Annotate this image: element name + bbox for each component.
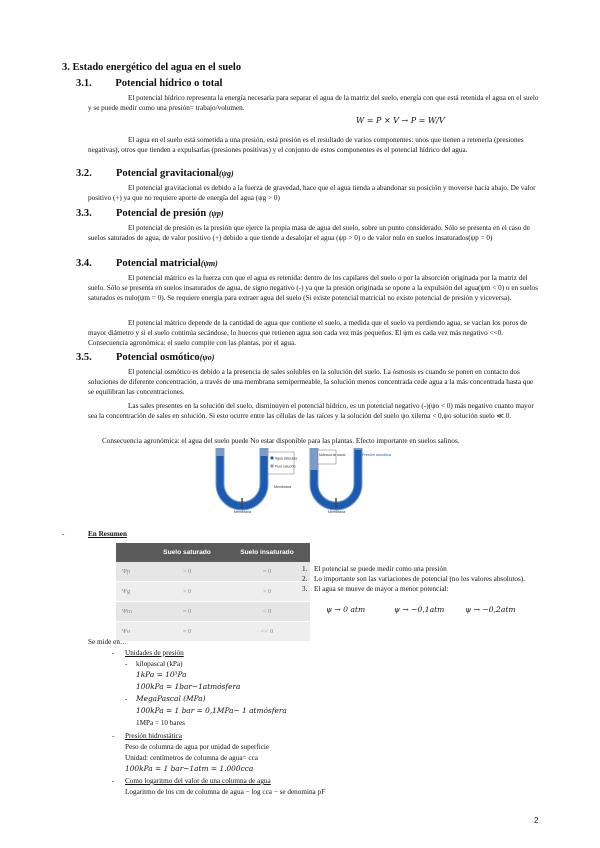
flow-step: ψ → −0,1atm <box>394 605 445 614</box>
hydrostatic-line-2: Unidad: centímetros de columna de agua= cca <box>125 754 258 762</box>
legend-dot-icon <box>270 464 273 467</box>
table-header-cell: Suelo insaturado <box>224 543 310 562</box>
s34-paragraph-1: El potencial mátrico es la fuerza con que el agua es retenida: dentro de los capilares del suelo o por la absorción originada por la matriz del suelo. Sólo se presenta en suelos insaturados de agua, de signo negativo (-) ya que la presión originada se opone a la expulsión del agua(ψm < 0) o en suelos saturados es nulo(ψm = 0). Se requiere energía para extraer agua del suelo (Si existe potencial matricial no existe potencial de presión y viceversa). <box>88 274 538 303</box>
kpa-bullet: - <box>125 660 128 668</box>
list-item <box>302 574 542 584</box>
list-item-text: El agua se mueve de mayor a menor potencial: <box>314 585 449 593</box>
kpa-formula-1: 1kPa = 10³Pa <box>136 670 187 679</box>
units-heading: Unidades de presión <box>125 649 184 657</box>
summary-list <box>302 564 542 594</box>
units-bullet: - <box>112 649 115 657</box>
list-number: 1. <box>302 565 308 573</box>
hydrostatic-line-1: Peso de columna de agua por unidad de superficie <box>125 743 270 751</box>
caption-right: Membrana <box>328 510 346 514</box>
kpa-formula-2: 100kPa = 1bar~1atmósfera <box>136 682 241 691</box>
table-cell: > 0 <box>150 582 224 602</box>
mpa-formula-2: 1MPa = 10 bares <box>136 719 185 727</box>
s33-paragraph: El potencial de presión es la presión que ejerce la propia masa de agua del suelo, sobre un punto considerado. Sólo se presenta en el caso de suelos saturados de agua, de valor positivo (+) debido a que tiende a desalojar el agua (ψp > 0) o de valor nulo en suelos insaturados(ψp = 0) <box>88 224 530 243</box>
table-row <box>116 622 310 642</box>
list-item <box>302 564 542 574</box>
flow-step: ψ → −0,2atm <box>465 605 516 614</box>
s31-paragraph-1: El potencial hídrico representa la energía necesaria para separar el agua de la matriz del suelo, energía con que está retenida el agua en el suelo y se puede medir como una presión= trabajo/volumen. <box>88 94 539 113</box>
table-cell: > 0 <box>150 562 224 582</box>
legend-left-box <box>268 452 294 474</box>
s32-paragraph: El potencial gravitacional es debido a la fuerza de gravedad, hace que el agua tienda a abandonar su posición y moverse hacia abajo. De valor positivo (+) ya que no requiere aporte de energía del agua (ψg > 0) <box>88 184 536 203</box>
heading-3-3-number: 3.3. <box>76 208 92 219</box>
heading-3-2 <box>76 168 234 179</box>
page-number: 2 <box>534 816 539 825</box>
s35-paragraph-2: Las sales presentes en la solución del suelo, disminuyen el potencial hídrico, es un potencial negativo (-)(ψo < 0) más negativo cuanto mayor sea la concentración de sales en solución. Si esto ocurre entre las células de las raíces y la solución del suelo ψo xilema < 0,ψo solución suelo ≪ 0. <box>88 402 534 421</box>
list-item-text: El potencial se puede medir como una presión <box>314 565 447 573</box>
heading-3-4-text: Potencial matricial <box>116 258 201 269</box>
heading-3-2-number: 3.2. <box>76 168 92 179</box>
log-heading: Como logaritmo del valor de una columna de agua <box>125 777 271 785</box>
solute-label: Molécula de soluto <box>319 453 346 457</box>
kpa-label: kilopascal (kPa) <box>136 660 183 668</box>
heading-3-2-text: Potencial gravitacional <box>116 168 219 179</box>
osmosis-diagram <box>214 446 392 516</box>
s31-formula-text: W = P × V → P = W/V <box>356 116 445 125</box>
osmosis-figure <box>214 446 392 516</box>
s31-formula <box>356 116 445 125</box>
table-cell: = 0 <box>150 602 224 622</box>
heading-3-5-text: Potencial osmótico <box>116 352 200 363</box>
mpa-label: MegaPascal (MPa) <box>136 694 206 703</box>
heading-3-4-symbol: (ψm) <box>200 259 218 268</box>
table-row <box>116 582 310 602</box>
table-row <box>116 562 310 582</box>
heading-3-5 <box>76 352 214 363</box>
summary-heading: En Resumen <box>88 530 127 538</box>
heading-3-3-symbol: (ψp) <box>208 209 224 218</box>
s34-paragraph-2: El potencial mátrico depende de la cantidad de agua que contiene el suelo, a medida que el suelo va perdiendo agua, se vacían los poros de mayor diámetro y si el suelo continúa secándose, lo huecos que retienen agua son cada vez más pequeños. El ψm es cada vez más negativo <<0. Consecuencia agronómica: el suelo compite con las plantas, por el agua. <box>88 319 527 348</box>
table-row <box>116 602 310 622</box>
table-header-cell: Suelo saturado <box>150 543 224 562</box>
section-title: 3. Estado energético del agua en el suelo <box>62 62 242 73</box>
heading-3-4-number: 3.4. <box>76 258 92 269</box>
heading-3-3 <box>76 208 224 219</box>
legend-dot-icon <box>270 456 273 459</box>
potential-flow <box>326 605 516 614</box>
table-cell: << 0 <box>224 622 310 642</box>
table-header-cell <box>116 543 150 562</box>
measure-intro: Se mide en… <box>88 638 128 646</box>
table-cell: = 0 <box>224 562 310 582</box>
log-bullet: - <box>112 777 115 785</box>
legend-item-1: Agua saturada <box>275 456 298 461</box>
heading-3-5-symbol: (ψo) <box>199 353 215 362</box>
list-item-text: Lo importante son las variaciones de potencial (no los valores absolutos). <box>314 575 525 583</box>
table-header-row <box>116 543 310 562</box>
table-cell: Ψp <box>116 562 150 582</box>
heading-3-1: 3.1. Potencial hídrico o total <box>76 78 223 89</box>
table-cell: < 0 <box>224 602 310 622</box>
table-cell: Ψg <box>116 582 150 602</box>
hydrostatic-bullet: - <box>112 732 115 740</box>
list-number: 2. <box>302 575 308 583</box>
summary-table <box>116 543 310 642</box>
table-cell: = 0 <box>150 622 224 642</box>
summary-bullet: - <box>62 530 65 538</box>
hydrostatic-heading: Presión hidrostática <box>125 732 182 740</box>
osmotic-pressure-label: Presión osmótica <box>362 453 392 457</box>
flow-step: ψ → 0 atm <box>326 605 366 614</box>
log-line: Logaritmo de los cm de columna de agua − log cca − se denomina pF <box>125 788 326 796</box>
mpa-formula-1: 100kPa = 1 bar = 0,1MPa~ 1 atmósfera <box>136 706 287 715</box>
legend-item-2: Pura solución <box>275 464 296 469</box>
s35-paragraph-3: Consecuencia agronómica: el agua del suelo puede No estar disponible para las plantas. Efecto importante en suelos salinos. <box>102 437 460 445</box>
heading-3-2-symbol: (ψg) <box>218 169 234 178</box>
hydrostatic-line-3: 100kPa = 1 bar~1atm = 1.000cca <box>125 764 254 773</box>
table-cell: Ψm <box>116 602 150 622</box>
heading-3-5-number: 3.5. <box>76 352 92 363</box>
list-item <box>302 584 542 594</box>
caption-left: Membrana <box>234 510 252 514</box>
list-number: 3. <box>302 585 308 593</box>
table-cell: Ψo <box>116 622 150 642</box>
table-cell: > 0 <box>224 582 310 602</box>
s35-paragraph-1: El potencial osmótico es debido a la presencia de sales solubles en la solución del suelo. La ósmosis es cuando se ponen en contacto dos soluciones de diferente concentración, a través de una membrana semipermeable, la solución menos concentrada cede agua a la más concentrada hasta que se equilibran las concentraciones. <box>88 368 534 397</box>
s31-paragraph-2: El agua en el suelo está sometida a una presión, está presión es el resultado de varios componentes: unos que tienen a retenerla (presiones negativas), otros que tienden a expulsarlas (presiones positivas) y el conjunto de estos componentes es el potencial hídrico del agua. <box>88 136 524 155</box>
heading-3-3-text: Potencial de presión <box>116 208 207 219</box>
membrane-label: Membrana <box>274 485 292 489</box>
mpa-bullet: - <box>125 695 128 703</box>
heading-3-4 <box>76 258 218 269</box>
